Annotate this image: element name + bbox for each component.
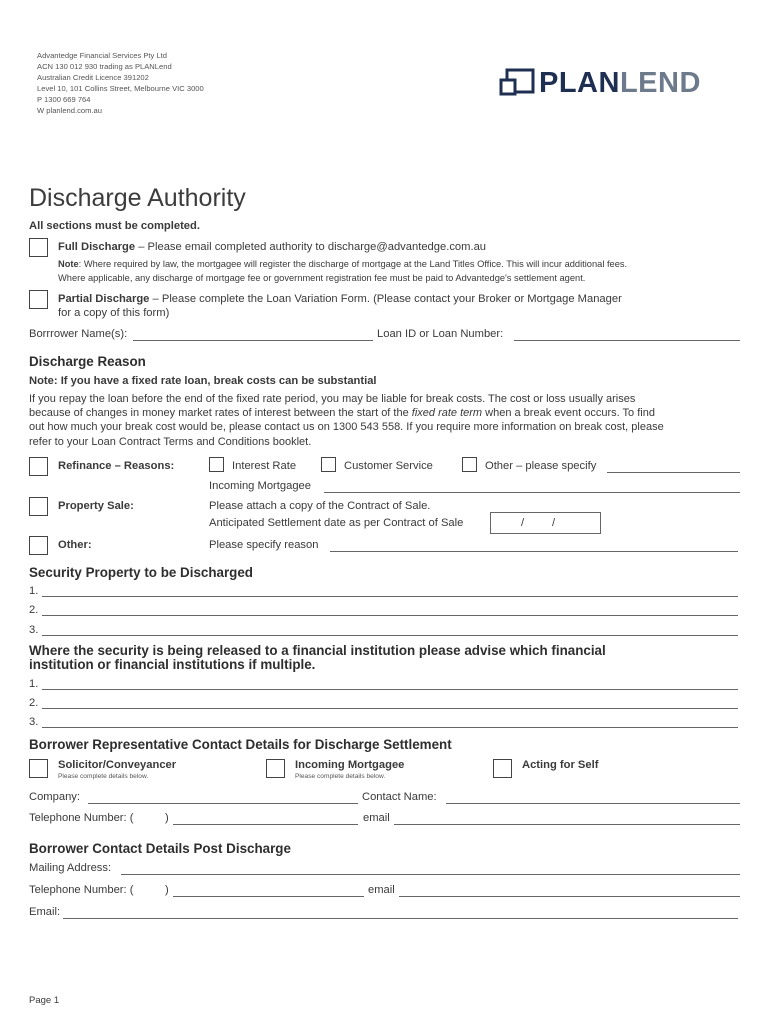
property-sale-label: Property Sale: xyxy=(58,500,134,512)
settlement-date-label: Anticipated Settlement date as per Contract of Sale xyxy=(209,517,464,529)
post-telephone-field[interactable] xyxy=(173,884,364,897)
para-line: because of changes in money market rates of interest between the start of the xyxy=(29,407,412,420)
logo-text-plan: PLAN xyxy=(539,67,620,99)
break-cost-paragraph xyxy=(29,392,664,449)
page-title: Discharge Authority xyxy=(29,184,246,212)
rep-email-field[interactable] xyxy=(394,812,740,825)
page-number: Page 1 xyxy=(29,995,60,1006)
solicitor-sub: Please complete details below. xyxy=(58,773,149,780)
discharge-reason-heading: Discharge Reason xyxy=(29,354,146,369)
company-line: Level 10, 101 Collins Street, Melbourne VIC 3000 xyxy=(37,84,204,93)
other-specify-label: Other – please specify xyxy=(485,460,597,472)
heading-line: institution or financial institutions if multiple. xyxy=(29,657,316,672)
full-discharge-text xyxy=(58,241,486,253)
institution-field-1[interactable] xyxy=(42,677,738,690)
logo-squares-icon xyxy=(499,68,537,100)
email-field[interactable] xyxy=(63,906,738,919)
specify-reason-label: Please specify reason xyxy=(209,539,319,551)
specify-reason-field[interactable] xyxy=(330,539,738,552)
institution-field-2[interactable] xyxy=(42,696,738,709)
email-label: Email: xyxy=(29,906,61,918)
company-line: Australian Credit Licence 391202 xyxy=(37,73,149,82)
representative-heading: Borrower Representative Contact Details for Discharge Settlement xyxy=(29,737,452,752)
incoming-mortgagee-sub: Please complete details below. xyxy=(295,773,386,780)
other-label: Other: xyxy=(58,539,92,551)
full-discharge-checkbox[interactable] xyxy=(29,238,48,257)
loan-id-field[interactable] xyxy=(514,328,740,341)
security-property-heading: Security Property to be Discharged xyxy=(29,565,253,580)
company-line: P 1300 669 764 xyxy=(37,95,91,104)
contact-name-label: Contact Name: xyxy=(362,791,437,803)
partial-discharge-label: Partial Discharge xyxy=(58,293,150,305)
para-line: If you repay the loan before the end of the fixed rate period, you may be liable for break costs. The cost or loss usually arises xyxy=(29,393,636,405)
company-line: ACN 130 012 930 trading as PLANLend xyxy=(37,62,172,71)
security-line-number: 1. xyxy=(29,585,39,597)
security-line-number: 3. xyxy=(29,624,39,636)
company-label: Company: xyxy=(29,791,80,803)
heading-line: Where the security is being released to a financial institution please advise which financial xyxy=(29,643,606,658)
solicitor-label: Solicitor/Conveyancer xyxy=(58,759,177,771)
note-line2: Where applicable, any discharge of mortgage fee or government registration fee must be paid to Advantedge's settlement agent. xyxy=(58,272,586,283)
post-discharge-heading: Borrower Contact Details Post Discharge xyxy=(29,841,291,856)
borrower-names-field[interactable] xyxy=(133,328,373,341)
paren-close: ) xyxy=(165,884,169,896)
full-discharge-note xyxy=(58,258,627,285)
full-discharge-label: Full Discharge xyxy=(58,241,136,253)
security-property-field-1[interactable] xyxy=(42,584,738,597)
borrower-names-label: Borrrower Name(s): xyxy=(29,328,128,340)
partial-discharge-checkbox[interactable] xyxy=(29,290,48,309)
other-reason-checkbox[interactable] xyxy=(462,457,477,472)
partial-discharge-desc-2: for a copy of this form) xyxy=(58,307,170,319)
incoming-mortgagee-label: Incoming Mortgagee xyxy=(209,480,311,492)
logo-text xyxy=(539,66,701,100)
mailing-address-label: Mailing Address: xyxy=(29,862,112,874)
refinance-label: Refinance – Reasons: xyxy=(58,460,175,472)
para-line: refer to your Loan Contract Terms and Conditions booklet. xyxy=(29,435,312,448)
rep-telephone-label: Telephone Number: ( xyxy=(29,812,134,824)
interest-rate-label: Interest Rate xyxy=(232,460,297,472)
customer-service-label: Customer Service xyxy=(344,460,433,472)
settlement-date-field[interactable] xyxy=(490,512,601,534)
intro-text: All sections must be completed. xyxy=(29,220,200,232)
company-line: Advantedge Financial Services Pty Ltd xyxy=(37,51,168,60)
break-cost-note: Note: If you have a fixed rate loan, break costs can be substantial xyxy=(29,375,377,387)
institution-line-number: 2. xyxy=(29,697,39,709)
rep-telephone-field[interactable] xyxy=(173,812,358,825)
para-line: out how much your break cost would be, please contact us on 1300 543 558. If you require more information on break cost, please xyxy=(29,421,664,434)
security-property-field-2[interactable] xyxy=(42,603,738,616)
rep-email-label: email xyxy=(363,812,390,824)
paren-close: ) xyxy=(165,812,169,824)
partial-discharge-text xyxy=(58,292,622,320)
other-specify-field[interactable] xyxy=(607,460,740,473)
incoming-mortgagee-field[interactable] xyxy=(324,480,740,493)
note-label: Note xyxy=(58,259,79,269)
property-sale-checkbox[interactable] xyxy=(29,497,48,516)
incoming-mortgagee-option: Incoming Mortgagee xyxy=(295,759,405,771)
solicitor-checkbox[interactable] xyxy=(29,759,48,778)
attach-contract-text: Please attach a copy of the Contract of Sale. xyxy=(209,500,431,512)
acting-for-self-label: Acting for Self xyxy=(522,759,599,771)
date-separator: / xyxy=(521,517,525,529)
institution-line-number: 1. xyxy=(29,678,39,690)
post-email-label: email xyxy=(368,884,395,896)
partial-discharge-desc: – Please complete the Loan Variation Form. (Please contact your Broker or Mortgage Manager xyxy=(149,293,622,305)
logo-text-lend: LEND xyxy=(619,67,701,99)
mailing-address-field[interactable] xyxy=(121,862,740,875)
date-separator: / xyxy=(552,517,556,529)
security-property-field-3[interactable] xyxy=(42,623,738,636)
other-checkbox[interactable] xyxy=(29,536,48,555)
company-line: W planlend.com.au xyxy=(37,106,103,115)
fixed-rate-term: fixed rate term xyxy=(411,407,483,420)
interest-rate-checkbox[interactable] xyxy=(209,457,224,472)
refinance-checkbox[interactable] xyxy=(29,457,48,476)
para-line: when a break event occurs. To find xyxy=(482,407,655,420)
acting-for-self-checkbox[interactable] xyxy=(493,759,512,778)
planlend-logo xyxy=(499,66,739,100)
post-email-field[interactable] xyxy=(399,884,740,897)
institution-line-number: 3. xyxy=(29,716,39,728)
company-details xyxy=(37,50,204,116)
financial-institution-heading xyxy=(29,644,606,672)
loan-id-label: Loan ID or Loan Number: xyxy=(377,328,504,340)
incoming-mortgagee-checkbox[interactable] xyxy=(266,759,285,778)
note-line1: : Where required by law, the mortgagee will register the discharge of mortgage at the Land Titles Office. This will incur additional fees. xyxy=(78,259,628,269)
post-telephone-label: Telephone Number: ( xyxy=(29,884,134,896)
company-field[interactable] xyxy=(88,791,358,804)
security-line-number: 2. xyxy=(29,604,39,616)
customer-service-checkbox[interactable] xyxy=(321,457,336,472)
contact-name-field[interactable] xyxy=(446,791,740,804)
institution-field-3[interactable] xyxy=(42,715,738,728)
full-discharge-desc: – Please email completed authority to discharge@advantedge.com.au xyxy=(135,241,487,253)
